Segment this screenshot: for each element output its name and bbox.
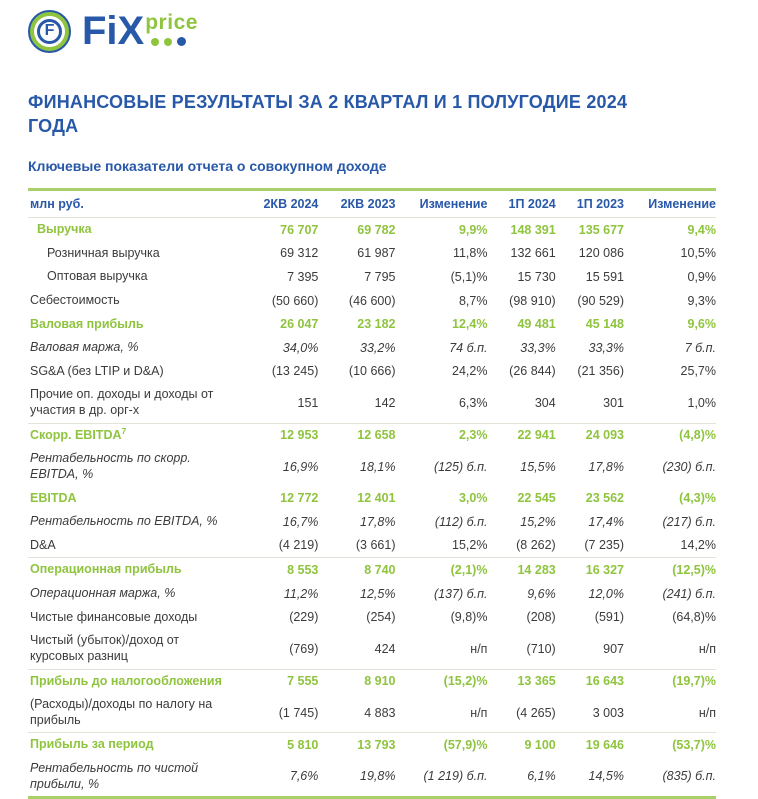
cell-value: 151 xyxy=(241,383,318,423)
col-header-1h2024: 1П 2024 xyxy=(487,190,555,218)
cell-value: 14,5% xyxy=(588,769,624,784)
table-row xyxy=(28,360,716,384)
cell-value: (254) xyxy=(366,610,396,625)
row-label-text: Прибыль за период xyxy=(30,737,154,752)
cell-value: 22 545 xyxy=(517,491,556,506)
table-row xyxy=(28,606,716,630)
cell-value: 12,5% xyxy=(360,586,396,601)
cell-value: 14 283 xyxy=(517,563,556,577)
cell-value: (21 356) xyxy=(577,364,624,379)
badge-letter: F xyxy=(37,19,62,44)
cell-value: (710) xyxy=(487,629,555,669)
cell-value: 69 312 xyxy=(280,246,319,261)
dot-icon xyxy=(177,37,186,46)
row-label-text: Операционная маржа, % xyxy=(30,586,176,600)
cell-value: 9,9% xyxy=(458,222,488,237)
table-row xyxy=(28,510,716,534)
cell-value: 16,9% xyxy=(282,459,319,474)
cell-value: 3,0% xyxy=(458,491,488,506)
cell-value: 15,2% xyxy=(520,514,556,529)
cell-value: 7 795 xyxy=(364,269,396,284)
cell-value: 142 xyxy=(318,383,395,423)
table-row xyxy=(28,669,716,693)
cell-value: (64,8)% xyxy=(672,610,716,625)
table-row xyxy=(28,447,716,486)
cell-value: 7 395 xyxy=(287,269,319,284)
cell-value: 12,0% xyxy=(588,586,624,601)
row-label xyxy=(28,629,241,669)
col-header-2q2023: 2КВ 2023 xyxy=(318,190,395,218)
col-header-change-h: Изменение xyxy=(624,190,716,218)
cell-value: 49 481 xyxy=(517,317,556,332)
row-label-text: Выручка xyxy=(37,222,92,236)
row-label-text: Валовая маржа, % xyxy=(30,340,139,355)
cell-value: 61 987 xyxy=(357,246,396,261)
cell-value: (241) б.п. xyxy=(662,586,716,601)
cell-value: 3 003 xyxy=(556,693,624,733)
cell-value: (15,2)% xyxy=(443,674,488,689)
cell-value: 907 xyxy=(556,629,624,669)
row-label-text: Оптовая выручка xyxy=(47,269,148,284)
cell-value: 26 047 xyxy=(280,317,319,332)
dot-icon xyxy=(164,38,172,46)
financial-results-table xyxy=(28,188,716,799)
cell-value: 18,1% xyxy=(360,459,396,474)
cell-value: 17,8% xyxy=(588,459,624,474)
row-label-text: Прочие оп. доходы и доходы от участия в др. орг-х xyxy=(30,387,214,417)
cell-value: (1 219) б.п. xyxy=(423,769,488,784)
cell-value: (835) б.п. xyxy=(662,769,716,784)
row-label xyxy=(28,447,241,486)
col-header-change-q: Изменение xyxy=(395,190,487,218)
cell-value: 9,3% xyxy=(687,293,716,308)
row-label xyxy=(28,289,241,313)
row-label-text: D&A xyxy=(30,537,56,552)
cell-value: 8 910 xyxy=(364,674,396,689)
table-row xyxy=(28,629,716,669)
row-label-text: Рентабельность по EBITDA, % xyxy=(30,514,218,529)
cell-value: 6,3% xyxy=(395,383,487,423)
cell-value: 69 782 xyxy=(357,222,396,237)
table-row xyxy=(28,289,716,313)
cell-value: 74 б.п. xyxy=(449,340,488,355)
table-row xyxy=(28,733,716,757)
row-label xyxy=(28,558,241,582)
cell-value: 7 555 xyxy=(287,674,319,689)
row-label xyxy=(28,242,241,266)
cell-value: 9,4% xyxy=(687,222,716,237)
wordmark-dots-icon xyxy=(151,37,198,46)
row-label xyxy=(28,265,241,289)
cell-value: 0,9% xyxy=(687,269,716,284)
row-label xyxy=(28,423,241,447)
dot-icon xyxy=(151,38,159,46)
cell-value: (13 245) xyxy=(271,364,319,379)
cell-value: (90 529) xyxy=(577,293,624,308)
cell-value: 1,0% xyxy=(624,383,716,423)
table-header xyxy=(28,190,716,218)
table-row xyxy=(28,582,716,606)
table-row xyxy=(28,757,716,798)
row-label xyxy=(28,733,241,757)
row-label-text: Операционная прибыль xyxy=(30,562,182,577)
cell-value: (26 844) xyxy=(509,364,556,379)
cell-value: 16 327 xyxy=(585,563,624,577)
row-label-text: Рентабельность по чистой прибыли, % xyxy=(30,761,199,791)
cell-value: 12 953 xyxy=(280,428,319,443)
col-header-2q2024: 2КВ 2024 xyxy=(241,190,318,218)
section-subtitle: Ключевые показатели отчета о совокупном доходе xyxy=(28,158,387,174)
cell-value: 14,2% xyxy=(624,534,716,558)
cell-value: 15,5% xyxy=(520,459,556,474)
cell-value: 5 810 xyxy=(287,738,319,752)
cell-value: 15 591 xyxy=(585,269,624,284)
cell-value: (5,1)% xyxy=(450,269,488,284)
table-row xyxy=(28,336,716,360)
table-row xyxy=(28,558,716,582)
cell-value: 33,3% xyxy=(588,340,624,355)
cell-value: 2,3% xyxy=(458,428,488,443)
cell-value: н/п xyxy=(395,693,487,733)
row-label xyxy=(28,669,241,693)
cell-value: 45 148 xyxy=(585,317,624,332)
cell-value: (230) б.п. xyxy=(662,459,716,474)
cell-value: (125) б.п. xyxy=(433,459,488,474)
cell-value: 4 883 xyxy=(318,693,395,733)
cell-value: (2,1)% xyxy=(450,563,488,577)
cell-value: 6,1% xyxy=(527,769,556,784)
fixprice-logo xyxy=(28,8,716,54)
cell-value: 15,2% xyxy=(395,534,487,558)
cell-value: 23 562 xyxy=(585,491,624,506)
cell-value: 13 365 xyxy=(517,674,556,689)
row-label xyxy=(28,487,241,511)
cell-value: (112) б.п. xyxy=(434,514,488,529)
row-label-text: Розничная выручка xyxy=(47,245,160,260)
row-label xyxy=(28,693,241,733)
cell-value: 11,2% xyxy=(283,586,319,601)
cell-value: (57,9)% xyxy=(443,738,488,752)
cell-value: 304 xyxy=(487,383,555,423)
cell-value: 34,0% xyxy=(282,340,319,355)
cell-value: 9,6% xyxy=(527,586,556,601)
row-label-text: Чистый (убыток)/доход от курсовых разниц xyxy=(30,633,180,663)
cell-value: 33,3% xyxy=(520,340,556,355)
cell-value: 12,4% xyxy=(452,317,488,332)
cell-value: (591) xyxy=(594,610,624,625)
cell-value: (50 660) xyxy=(271,293,319,308)
cell-value: 25,7% xyxy=(680,364,716,379)
row-label-text: Чистые финансовые доходы xyxy=(30,609,198,624)
cell-value: 424 xyxy=(318,629,395,669)
cell-value: (98 910) xyxy=(509,293,556,308)
table-row xyxy=(28,487,716,511)
cell-value: 8,7% xyxy=(458,293,488,308)
cell-value: (4,8)% xyxy=(679,428,716,443)
cell-value: 8 553 xyxy=(287,563,319,577)
cell-value: (12,5)% xyxy=(672,563,716,577)
cell-value: 120 086 xyxy=(578,246,624,261)
table-row xyxy=(28,242,716,266)
row-label xyxy=(28,582,241,606)
page-title xyxy=(28,90,716,138)
row-label-text: Прибыль до налогообложения xyxy=(30,673,222,688)
row-label-text: SG&A (без LTIP и D&A) xyxy=(30,363,164,378)
row-label xyxy=(28,757,241,798)
table-row xyxy=(28,313,716,337)
cell-value: н/п xyxy=(624,693,716,733)
wordmark-price: price xyxy=(145,11,198,34)
table-body xyxy=(28,218,716,798)
cell-value: (46 600) xyxy=(348,293,396,308)
cell-value: 12 401 xyxy=(357,491,396,506)
cell-value: 9 100 xyxy=(524,738,556,752)
cell-value: 8 740 xyxy=(364,563,396,577)
cell-value: н/п xyxy=(624,629,716,669)
cell-value: (7 235) xyxy=(556,534,624,558)
cell-value: (217) б.п. xyxy=(662,514,716,529)
cell-value: (4 219) xyxy=(241,534,318,558)
row-label xyxy=(28,336,241,360)
row-label xyxy=(28,510,241,534)
cell-value: 17,4% xyxy=(588,514,624,529)
row-label-text: EBITDA xyxy=(30,490,77,505)
cell-value: 19 646 xyxy=(585,738,624,752)
row-label xyxy=(28,360,241,384)
fixprice-badge-icon xyxy=(28,10,71,53)
table-row xyxy=(28,383,716,423)
row-label-text: Себестоимость xyxy=(30,292,120,307)
wordmark-price-block xyxy=(145,12,198,46)
cell-value: (1 745) xyxy=(241,693,318,733)
cell-value: 24,2% xyxy=(452,364,488,379)
cell-value: 22 941 xyxy=(517,428,556,443)
row-label xyxy=(28,534,241,558)
page-title-line2: ГОДА xyxy=(28,116,79,136)
cell-value: 148 391 xyxy=(510,222,556,237)
cell-value: 301 xyxy=(556,383,624,423)
cell-value: 13 793 xyxy=(357,738,396,752)
cell-value: (4 265) xyxy=(487,693,555,733)
cell-value: (10 666) xyxy=(348,364,396,379)
cell-value: 33,2% xyxy=(360,340,396,355)
cell-value: 16 643 xyxy=(585,674,624,689)
cell-value: 16,7% xyxy=(282,514,319,529)
fixprice-wordmark xyxy=(82,9,198,53)
cell-value: 23 182 xyxy=(357,317,396,332)
page-title-line1: ФИНАНСОВЫЕ РЕЗУЛЬТАТЫ ЗА 2 КВАРТАЛ И 1 ПОЛУГОДИЕ 2024 xyxy=(28,92,628,112)
cell-value: 17,8% xyxy=(360,514,396,529)
cell-value: 9,6% xyxy=(687,317,716,332)
cell-value: (19,7)% xyxy=(672,674,716,689)
cell-value: 11,8% xyxy=(452,246,488,261)
col-header-1h2023: 1П 2023 xyxy=(556,190,624,218)
cell-value: 7 б.п. xyxy=(684,340,716,355)
cell-value: (769) xyxy=(241,629,318,669)
cell-value: 7,6% xyxy=(289,769,319,784)
col-header-unit: млн руб. xyxy=(28,190,241,218)
cell-value: (137) б.п. xyxy=(433,586,488,601)
row-label-text: Рентабельность по скорр. EBITDA, % xyxy=(30,451,191,481)
row-label-text: Скорр. EBITDA$^7$ xyxy=(30,425,127,442)
row-label xyxy=(28,606,241,630)
cell-value: (229) xyxy=(289,610,319,625)
table-row xyxy=(28,534,716,558)
cell-value: 135 677 xyxy=(578,222,624,237)
table-row xyxy=(28,693,716,733)
table-row xyxy=(28,218,716,242)
cell-value: (208) xyxy=(526,610,556,625)
cell-value: (9,8)% xyxy=(450,610,488,625)
cell-value: н/п xyxy=(395,629,487,669)
cell-value: 19,8% xyxy=(360,769,396,784)
cell-value: (8 262) xyxy=(487,534,555,558)
cell-value: 24 093 xyxy=(585,428,624,443)
cell-value: (4,3)% xyxy=(679,491,716,506)
row-label xyxy=(28,313,241,337)
row-label-text: (Расходы)/доходы по налогу на прибыль xyxy=(30,697,213,727)
table-row xyxy=(28,265,716,289)
row-label xyxy=(28,383,241,423)
wordmark-fix: FiX xyxy=(82,9,145,53)
cell-value: 76 707 xyxy=(280,222,319,237)
cell-value: (3 661) xyxy=(318,534,395,558)
cell-value: 15 730 xyxy=(517,269,556,284)
cell-value: (53,7)% xyxy=(672,738,716,752)
cell-value: 10,5% xyxy=(680,246,716,261)
table-header-row xyxy=(28,190,716,218)
cell-value: 12 772 xyxy=(280,491,319,506)
row-label-text: Валовая прибыль xyxy=(30,316,144,331)
cell-value: 132 661 xyxy=(510,246,556,261)
table-row xyxy=(28,423,716,447)
cell-value: 12 658 xyxy=(357,428,396,443)
row-label xyxy=(28,218,241,242)
